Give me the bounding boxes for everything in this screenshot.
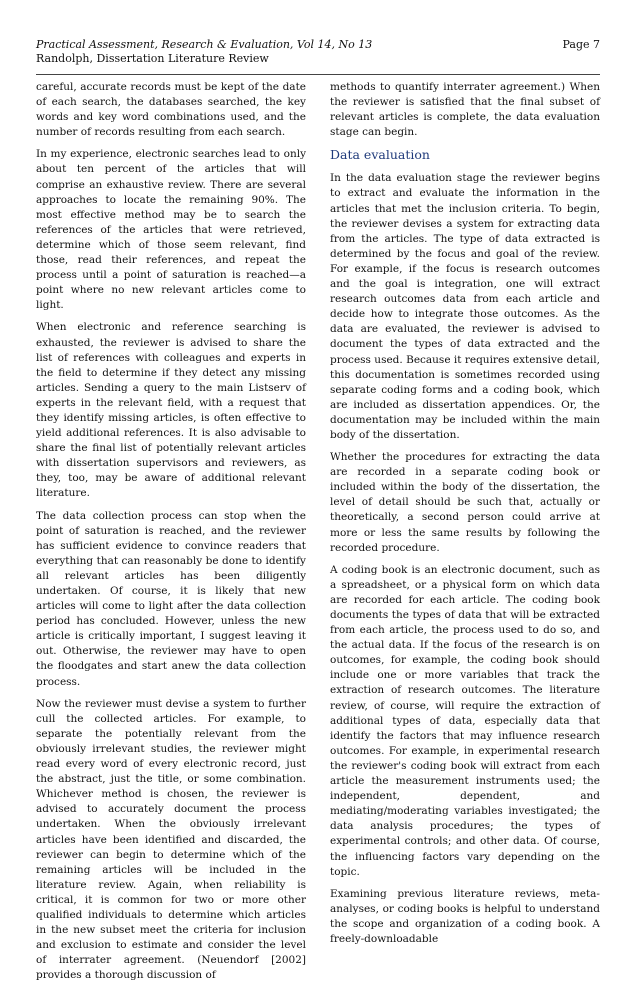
paragraph: methods to quantify interrater agreement.) When the reviewer is satisfied that the final subset of relevant articles is complete, the data evaluation stage can begin.	[330, 81, 600, 139]
author-title: Randolph, Dissertation Literature Review	[36, 52, 269, 65]
paragraph: When electronic and reference searching is exhausted, the reviewer is advised to share the list of references with colleagues and experts in the field to determine if they detect any missing articles. Sending a query to the main Listserv of experts in the relevant field, with a request that they identify missing articles, is often effective to yield additional references. It is also advisable to share the final list of potentially relevant articles with dissertation supervisors and reviewers, as they, too, may be aware of additional relevant literature.	[36, 321, 306, 500]
right-column	[330, 80, 600, 947]
section-heading-data-evaluation: Data evaluation	[330, 147, 430, 163]
paragraph: In the data evaluation stage the reviewer begins to extract and evaluate the information in the articles that met the inclusion criteria. To begin, the reviewer devises a system for extracting data from the articles. The type of data extracted is determined by the focus and goal of the review. For example, if the focus is research outcomes and the goal is integration, one will extract research outcomes data from each article and decide how to integrate those outcomes. As the data are evaluated, the reviewer is advised to document the types of data extracted and the process used. Because it requires extensive detail, this documentation is sometimes recorded using separate coding forms and a coding book, which are included as dissertation appendices. Or, the documentation may be included within the main body of the dissertation.	[330, 172, 600, 441]
paragraph: The data collection process can stop when the point of saturation is reached, and the reviewer has sufficient evidence to convince readers that everything that can reasonably be done to identify all relevant articles has been diligently undertaken. Of course, it is likely that new articles will come to light after the data collection period has concluded. However, unless the new article is critically important, I suggest leaving it out. Otherwise, the reviewer may have to open the floodgates and start anew the data collection process.	[36, 509, 306, 688]
left-column	[36, 80, 306, 983]
header-rule	[36, 74, 600, 75]
paragraph: A coding book is an electronic document, such as a spreadsheet, or a physical form on which data are recorded for each article. The coding book documents the types of data that will be extracted from each article, the process used to do so, and the actual data. If the focus of the research is on outcomes, for example, the coding book should include one or more variables that track the extraction of research outcomes. The literature review, of course, will require the extraction of additional types of data, especially data that identify the factors that may influence research outcomes. For example, in experimental research the reviewer's coding book will extract from each article the measurement instruments used; the independent, dependent, and mediating/moderating variables investigated; the data analysis procedures; the types of experimental controls; and other data. Of course, the influencing factors vary depending on the topic.	[330, 563, 600, 878]
paragraph: Whether the procedures for extracting the data are recorded in a separate coding book or included within the body of the dissertation, the level of detail should be such that, actually or theoretically, a second person could arrive at more or less the same results by following the recorded procedure.	[330, 451, 600, 554]
paragraph: Examining previous literature reviews, meta-analyses, or coding books is helpful to understand the scope and organization of a coding book. A freely-downloadable	[330, 887, 600, 945]
paragraph: careful, accurate records must be kept of the date of each search, the databases searched, the key words and key word combinations used, and the number of records resulting from each search.	[36, 81, 306, 139]
running-header	[36, 38, 600, 66]
journal-citation: Practical Assessment, Research & Evaluation, Vol 14, No 13	[36, 38, 373, 51]
paragraph: In my experience, electronic searches lead to only about ten percent of the articles that will comprise an exhaustive review. There are several approaches to locate the remaining 90%. The most effective method may be to search the references of the articles that were retrieved, determine which of those seem relevant, find those, read their references, and repeat the process until a point of saturation is reached—a point where no new relevant articles come to light.	[36, 148, 306, 312]
page-number: Page 7	[562, 38, 600, 51]
paragraph: Now the reviewer must devise a system to further cull the collected articles. For example, to separate the potentially relevant from the obviously irrelevant studies, the reviewer might read every word of every electronic record, just the abstract, just the title, or some combination. Whichever method is chosen, the reviewer is advised to accurately document the process undertaken. When the obviously irrelevant articles have been identified and discarded, the reviewer can begin to determine which of the remaining articles will be included in the literature review. Again, when reliability is critical, it is common for two or more other qualified individuals to determine which articles in the new subset meet the criteria for inclusion and exclusion to estimate and consider the level of interrater agreement. (Neuendorf [2002] provides a thorough discussion of	[36, 697, 306, 982]
